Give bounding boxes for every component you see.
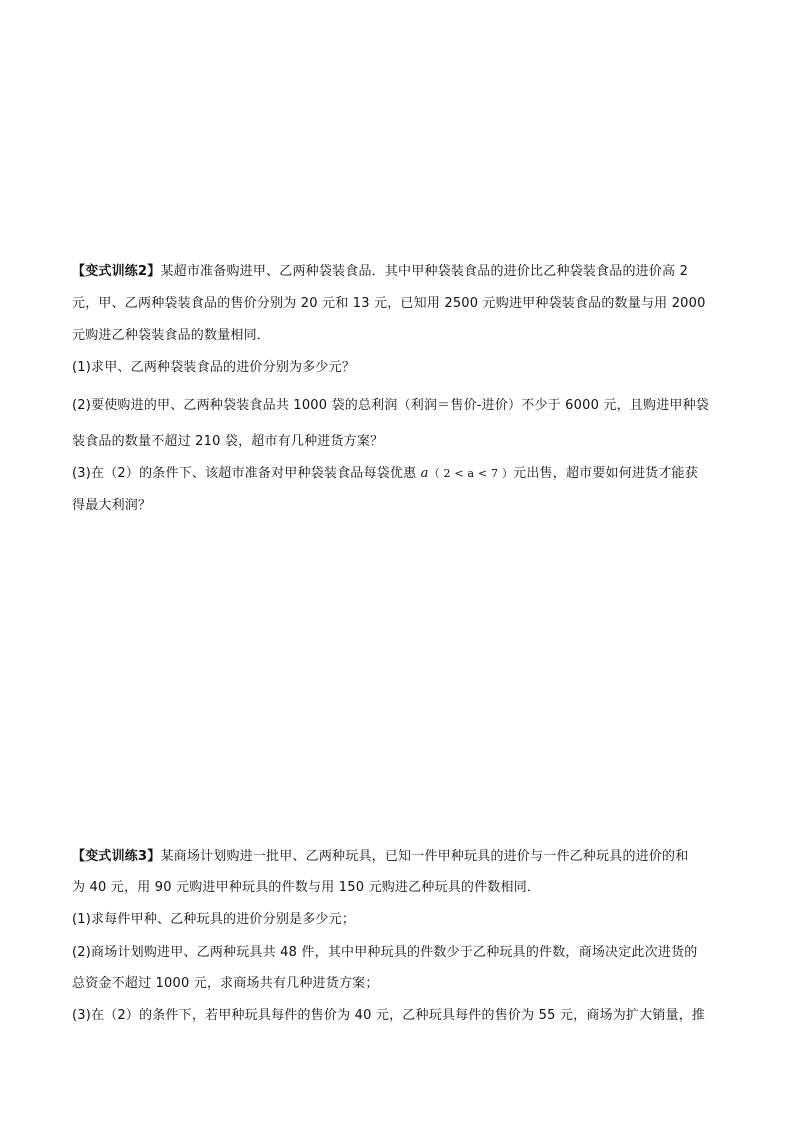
problem-3-question-3-line-1: (3)在（2）的条件下，若甲种玩具每件的售价为 40 元，乙种玩具每件的售价为 55 元，商场为扩大销量，推 bbox=[72, 1008, 706, 1023]
problem-3-line-1 bbox=[72, 845, 688, 864]
problem-3-question-2-line-1: (2)商场计划购进甲、乙两种玩具共 48 件，其中甲种玩具的件数少于乙种玩具的件数，商场决定此次进货的 bbox=[72, 945, 698, 960]
problem-3-line-2: 为 40 元，用 90 元购进甲种玩具的件数与用 150 元购进乙种玩具的件数相同． bbox=[72, 880, 541, 895]
problem-2-question-1: (1)求甲、乙两种袋装食品的进价分别为多少元？ bbox=[72, 360, 356, 375]
problem-2-line-3: 元购进乙种袋装食品的数量相同． bbox=[72, 328, 271, 343]
variable-a: a bbox=[420, 466, 429, 481]
problem-2-line-1 bbox=[72, 260, 688, 279]
problem-2-line-2: 元，甲、乙两种袋装食品的售价分别为 20 元和 13 元，已知用 2500 元购进甲种袋装食品的数量与用 2000 bbox=[72, 296, 706, 311]
problem-2-intro: 某超市准备购进甲、乙两种袋装食品．其中甲种袋装食品的进价比乙种袋装食品的进价高 2 bbox=[160, 264, 689, 279]
problem-2-question-2-line-2: 装食品的数量不超过 210 袋，超市有几种进货方案？ bbox=[72, 434, 384, 449]
range-condition: （ 2 < a < 7 ） bbox=[428, 467, 514, 480]
problem-3-heading: 【变式训练3】 bbox=[72, 849, 161, 864]
problem-3-intro: 某商场计划购进一批甲、乙两种玩具，已知一件甲种玩具的进价与一件乙种玩具的进价的和 bbox=[160, 849, 689, 864]
problem-2-question-3-text-b: 元出售，超市要如何进货才能获 bbox=[513, 466, 698, 481]
problem-2-question-3-line-2: 得最大利润？ bbox=[72, 498, 152, 513]
problem-2-question-3-text-a: (3)在（2）的条件下、该超市准备对甲种袋装食品每袋优惠 bbox=[72, 466, 421, 481]
problem-3-question-2-line-2: 总资金不超过 1000 元，求商场共有几种进货方案； bbox=[72, 976, 379, 991]
problem-2-question-2-line-1: (2)要使购进的甲、乙两种袋装食品共 1000 袋的总利润（利润＝售价-进价）不少于 6000 元，且购进甲种袋 bbox=[72, 398, 710, 413]
problem-3-question-1: (1)求每件甲种、乙种玩具的进价分别是多少元； bbox=[72, 912, 356, 927]
problem-2-heading: 【变式训练2】 bbox=[72, 264, 161, 279]
problem-2-question-3-line-1 bbox=[72, 462, 698, 481]
